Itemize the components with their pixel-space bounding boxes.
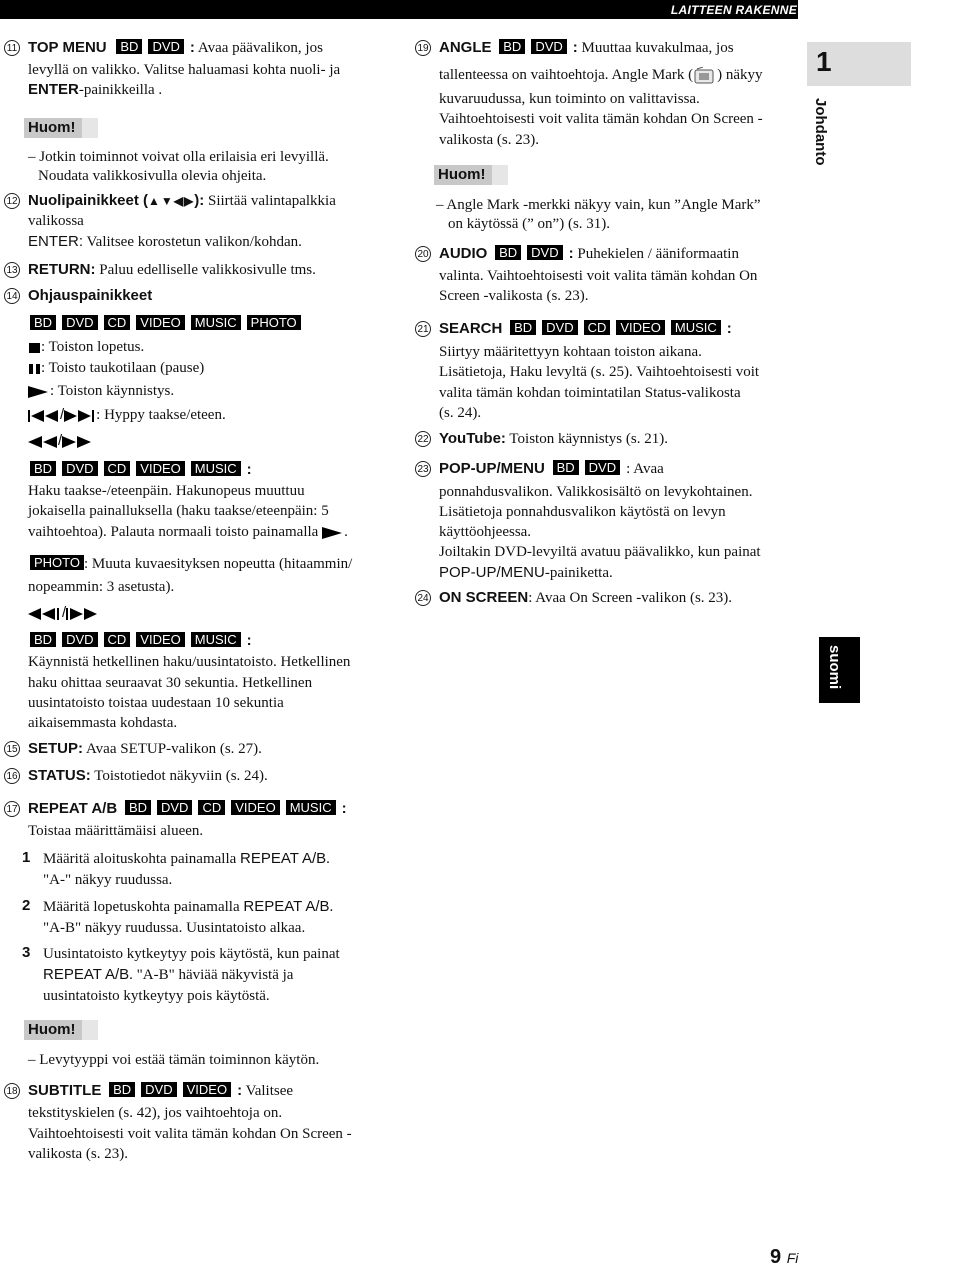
- item-text: Valitsee korostetun valikon/kohdan.: [86, 234, 302, 250]
- tag-music: MUSIC: [191, 315, 241, 330]
- item-number: 13: [4, 262, 20, 278]
- item-text: käyttöohjeessa.: [439, 524, 532, 540]
- page-number-value: 9: [770, 1246, 782, 1268]
- colon: :: [341, 800, 347, 817]
- colon: :: [189, 39, 195, 56]
- note-label: [24, 1020, 98, 1040]
- colon: :: [568, 245, 574, 262]
- item-text: Screen -valikosta (s. 23).: [439, 288, 589, 304]
- key-on-screen: ON SCREEN: [439, 589, 529, 606]
- step-text: uusintatoisto kytkeytyy pois käytöstä.: [43, 988, 270, 1004]
- item-angle: [439, 38, 734, 58]
- skip-back-icon: [28, 410, 60, 422]
- pause-line: [28, 358, 204, 378]
- item-number: 23: [415, 461, 431, 477]
- step-number: 2: [22, 897, 31, 914]
- item-return: [28, 260, 316, 280]
- stop-line: [28, 337, 144, 357]
- key-enter: ENTER:: [28, 233, 84, 250]
- key-youtube: YouTube:: [439, 430, 506, 447]
- item-text: : Muuta kuvaesityksen nopeutta (hitaammin/: [84, 556, 353, 572]
- note-label-text: Huom!: [24, 1020, 82, 1040]
- item-text: levyllä on valikko. Valitse haluamasi kohta nuoli- ja: [28, 62, 341, 78]
- item-text: -painikkeilla .: [78, 82, 163, 98]
- item-text: Avaa: [633, 461, 664, 477]
- item-number: 20: [415, 246, 431, 262]
- instant-skip-icon: [66, 608, 100, 620]
- step-number: 1: [22, 849, 31, 866]
- item-on-screen: [439, 588, 732, 608]
- item-text: Haku taakse-/eteenpäin. Hakunopeus muuttuu: [28, 483, 305, 499]
- item-text: Toistotiedot näkyviin (s. 24).: [94, 768, 268, 784]
- pause-icon: [28, 363, 41, 375]
- item-number: 22: [415, 431, 431, 447]
- item-text: Vaihtoehtoisesti voit valita tämän kohdan On Screen -: [439, 111, 763, 127]
- tag-bd: BD: [30, 315, 56, 330]
- item-text: Joiltakin DVD-levyiltä avatuu päävalikko, kun painat: [439, 544, 761, 560]
- instant-glyph-line: /: [28, 603, 100, 623]
- item-setup: [28, 739, 262, 759]
- tag-video: VIDEO: [136, 315, 184, 330]
- item-top-menu: [28, 38, 323, 58]
- item-control-buttons: [28, 286, 152, 306]
- item-number: 12: [4, 193, 20, 209]
- play-icon: [322, 527, 344, 539]
- key-repeat-ab: REPEAT A/B: [243, 898, 330, 915]
- item-number: 24: [415, 590, 431, 606]
- item-number: 14: [4, 288, 20, 304]
- key-popup-menu: POP-UP/MENU: [439, 460, 545, 477]
- photo-line: [30, 554, 352, 574]
- play-line: [28, 381, 174, 401]
- key-return: RETURN:: [28, 261, 96, 278]
- key-angle: ANGLE: [439, 39, 492, 56]
- note-label-text: Huom!: [24, 118, 82, 138]
- tag-dvd: DVD: [527, 245, 562, 260]
- item-text: valikosta (s. 23).: [439, 132, 539, 148]
- step-line: [43, 897, 333, 917]
- item-text: Avaa päävalikon, jos: [197, 40, 323, 56]
- note-label: [24, 118, 98, 138]
- tag-dvd: DVD: [141, 1082, 176, 1097]
- item-number: 21: [415, 321, 431, 337]
- item-number: 16: [4, 768, 20, 784]
- item-text-line: vaihtoehtoa). Palauta normaali toisto painamalla .: [28, 524, 348, 540]
- colon: :: [246, 461, 252, 478]
- tag-cd: CD: [104, 632, 131, 647]
- item-text: : Toiston lopetus.: [41, 339, 145, 355]
- search-glyph-line: /: [28, 431, 92, 451]
- tag-music: MUSIC: [286, 800, 336, 815]
- colon: :: [246, 632, 252, 649]
- step-line: [43, 965, 293, 985]
- chapter-number: 1: [816, 46, 832, 77]
- tag-music: MUSIC: [191, 632, 241, 647]
- item-status: [28, 766, 268, 786]
- item-text: aikaisemmasta kohdasta.: [28, 715, 178, 731]
- item-repeat-ab: [28, 799, 347, 819]
- item-text: Paluu edelliselle valikkosivulle tms.: [99, 262, 316, 278]
- item-text: : Avaa On Screen -valikon (s. 23).: [528, 590, 733, 606]
- item-text: tekstityskielen (s. 42), jos vaihtoehtoja on.: [28, 1105, 283, 1121]
- tag-bd: BD: [553, 460, 579, 475]
- tag-photo: PHOTO: [30, 555, 84, 570]
- step-text: "A-" näkyy ruudussa.: [43, 872, 173, 888]
- step-text: . "A-B" häviää näkyvistä ja: [129, 967, 294, 983]
- fast-forward-icon: [62, 436, 92, 448]
- skip-forward-icon: [64, 410, 96, 422]
- item-text: Toistaa määrittämäisi alueen.: [28, 823, 204, 839]
- item-text: haku ohittaa seuraavat 30 sekuntia. Hetkellinen: [28, 675, 313, 691]
- item-text: : Toisto taukotilaan (pause): [41, 360, 205, 376]
- item-subtitle: [28, 1081, 293, 1101]
- tag-bd: BD: [109, 1082, 135, 1097]
- tag-video: VIDEO: [136, 632, 184, 647]
- tag-music: MUSIC: [671, 320, 721, 335]
- item-text: jokaisella painalluksella (haku taakse/eteenpäin: 5: [28, 503, 329, 519]
- tag-bd: BD: [30, 632, 56, 647]
- key-subtitle: SUBTITLE: [28, 1082, 102, 1099]
- instant-replay-icon: [28, 608, 62, 620]
- item-text: uusintatoisto toistaa uudestaan 10 sekuntia: [28, 695, 284, 711]
- tag-cd: CD: [104, 461, 131, 476]
- tag-bd: BD: [495, 245, 521, 260]
- tag-video: VIDEO: [616, 320, 664, 335]
- colon: :: [237, 1082, 243, 1099]
- item-text-line: [28, 80, 162, 100]
- note-text: – Levytyyppi voi estää tämän toiminnon käytön.: [28, 1052, 320, 1068]
- step-text: Määritä lopetuskohta painamalla: [43, 899, 244, 915]
- item-search: [439, 319, 732, 339]
- page-number: [770, 1246, 798, 1269]
- tag-video: VIDEO: [136, 461, 184, 476]
- item-arrow-buttons: [28, 191, 336, 211]
- item-text: Valitsee: [245, 1083, 294, 1099]
- key-repeat-ab: REPEAT A/B: [28, 800, 118, 817]
- stop-icon: [28, 342, 41, 354]
- item-text: Lisätietoja, Haku levyltä (s. 25). Vaihtoehtoisesti voit: [439, 364, 760, 380]
- colon: :: [572, 39, 578, 56]
- item-text: valinta. Vaihtoehtoisesti voit valita tämän kohdan On: [439, 268, 758, 284]
- item-text: : Hyppy taakse/eteen.: [96, 407, 226, 423]
- item-text: (s. 24).: [439, 405, 482, 421]
- note-label: [434, 165, 508, 185]
- disc-tags-row: [30, 631, 252, 651]
- item-text-line: [439, 65, 763, 85]
- item-text-line: [28, 232, 302, 252]
- key-setup: SETUP:: [28, 740, 84, 757]
- tag-cd: CD: [104, 315, 131, 330]
- tag-video: VIDEO: [231, 800, 279, 815]
- tag-dvd: DVD: [62, 632, 97, 647]
- section-title: LAITTEEN RAKENNE: [670, 3, 797, 17]
- item-text: valita tämän kohdan toimintatilan Status-valikosta: [439, 385, 741, 401]
- tag-dvd: DVD: [157, 800, 192, 815]
- key-top-menu: TOP MENU: [28, 39, 107, 56]
- item-text: ) näkyy: [717, 67, 763, 83]
- tag-cd: CD: [584, 320, 611, 335]
- tag-bd: BD: [116, 39, 142, 54]
- tag-photo: PHOTO: [247, 315, 301, 330]
- key-arrow-buttons: Nuolipainikkeet (: [28, 192, 149, 209]
- item-number: 11: [4, 40, 20, 56]
- tag-bd: BD: [30, 461, 56, 476]
- tag-bd: BD: [125, 800, 151, 815]
- tag-dvd: DVD: [542, 320, 577, 335]
- language-tab-label: suomi: [826, 645, 843, 690]
- item-audio: [439, 244, 739, 264]
- key-search: SEARCH: [439, 320, 503, 337]
- key-repeat-ab: REPEAT A/B: [43, 966, 130, 983]
- note-text: on käytössä (” on”) (s. 31).: [448, 216, 611, 232]
- item-text: Vaihtoehtoisesti voit valita tämän kohdan On Screen -: [28, 1126, 352, 1142]
- item-popup-menu: [439, 459, 664, 479]
- tag-cd: CD: [198, 800, 225, 815]
- item-text: Siirtyy määritettyyn kohtaan toiston aikana.: [439, 344, 702, 360]
- item-youtube: [439, 429, 668, 449]
- disc-tags-row: [30, 460, 252, 480]
- page-number-suffix: Fi: [786, 1250, 799, 1266]
- tag-music: MUSIC: [191, 461, 241, 476]
- rewind-icon: [28, 436, 58, 448]
- item-number: 17: [4, 801, 20, 817]
- item-text: Lisätietoja ponnahdusvalikon käytöstä on levyn: [439, 504, 726, 520]
- note-label-text: Huom!: [434, 165, 492, 185]
- item-number: 15: [4, 741, 20, 757]
- tag-dvd: DVD: [531, 39, 566, 54]
- item-text: vaihtoehtoa). Palauta normaali toisto painamalla: [28, 524, 319, 540]
- disc-tags-row: [30, 314, 307, 334]
- item-text: Puhekielen / ääniformaatin: [577, 246, 739, 262]
- step-text: Uusintatoisto kytkeytyy pois käytöstä, kun painat: [43, 946, 340, 962]
- key-repeat-ab: REPEAT A/B: [240, 850, 327, 867]
- tag-dvd: DVD: [585, 460, 620, 475]
- item-text: valikosta (s. 23).: [28, 1146, 128, 1162]
- step-text: .: [326, 851, 330, 867]
- item-text: Toiston käynnistys (s. 21).: [509, 431, 668, 447]
- key-audio: AUDIO: [439, 245, 488, 262]
- key-end: ):: [194, 192, 205, 209]
- step-text: .: [329, 899, 334, 915]
- colon: :: [626, 461, 631, 477]
- key-status: STATUS:: [28, 767, 91, 784]
- key-enter: ENTER: [28, 81, 79, 98]
- item-text: valikossa: [28, 213, 84, 229]
- item-text: nopeammin: 3 asetusta).: [28, 579, 175, 595]
- step-line: [43, 849, 330, 869]
- colon: :: [726, 320, 732, 337]
- item-text: -painiketta.: [544, 565, 613, 581]
- item-text: : Toiston käynnistys.: [50, 383, 175, 399]
- tag-dvd: DVD: [62, 315, 97, 330]
- item-text: ponnahdusvalikon. Valikkosisältö on levykohtainen.: [439, 484, 753, 500]
- step-number: 3: [22, 944, 31, 961]
- item-number: 19: [415, 40, 431, 56]
- tag-video: VIDEO: [183, 1082, 231, 1097]
- arrow-icons: ▲▼◀▶: [148, 194, 195, 208]
- play-icon: [28, 386, 50, 398]
- item-text-line: [439, 563, 613, 583]
- tag-dvd: DVD: [148, 39, 183, 54]
- chapter-label: Johdanto: [812, 98, 829, 166]
- skip-line: / : Hyppy taakse/eteen.: [28, 405, 226, 425]
- item-text: Siirtää valintapalkkia: [208, 193, 336, 209]
- item-text: Muuttaa kuvakulmaa, jos: [581, 40, 734, 56]
- note-text: – Angle Mark -merkki näkyy vain, kun ”Angle Mark”: [436, 197, 761, 213]
- item-number: 18: [4, 1083, 20, 1099]
- step-text: Määritä aloituskohta painamalla: [43, 851, 241, 867]
- angle-mark-icon: [693, 67, 717, 85]
- tag-bd: BD: [499, 39, 525, 54]
- item-text: Käynnistä hetkellinen haku/uusintatoisto. Hetkellinen: [28, 654, 351, 670]
- tag-bd: BD: [510, 320, 536, 335]
- item-text: Avaa SETUP-valikon (s. 27).: [85, 741, 262, 757]
- item-text: tallenteessa on vaihtoehtoja. Angle Mark (: [439, 67, 694, 83]
- key-control-buttons: Ohjauspainikkeet: [28, 287, 153, 304]
- note-text: Noudata valikkosivulla olevia ohjeita.: [38, 168, 267, 184]
- note-text: – Jotkin toiminnot voivat olla erilaisia eri levyillä.: [28, 149, 329, 165]
- tag-dvd: DVD: [62, 461, 97, 476]
- key-popup-menu: POP-UP/MENU: [439, 564, 545, 581]
- item-text: kuvaruudussa, kun toiminto on valittavissa.: [439, 91, 700, 107]
- step-text: "A-B" näkyy ruudussa. Uusintatoisto alkaa.: [43, 920, 306, 936]
